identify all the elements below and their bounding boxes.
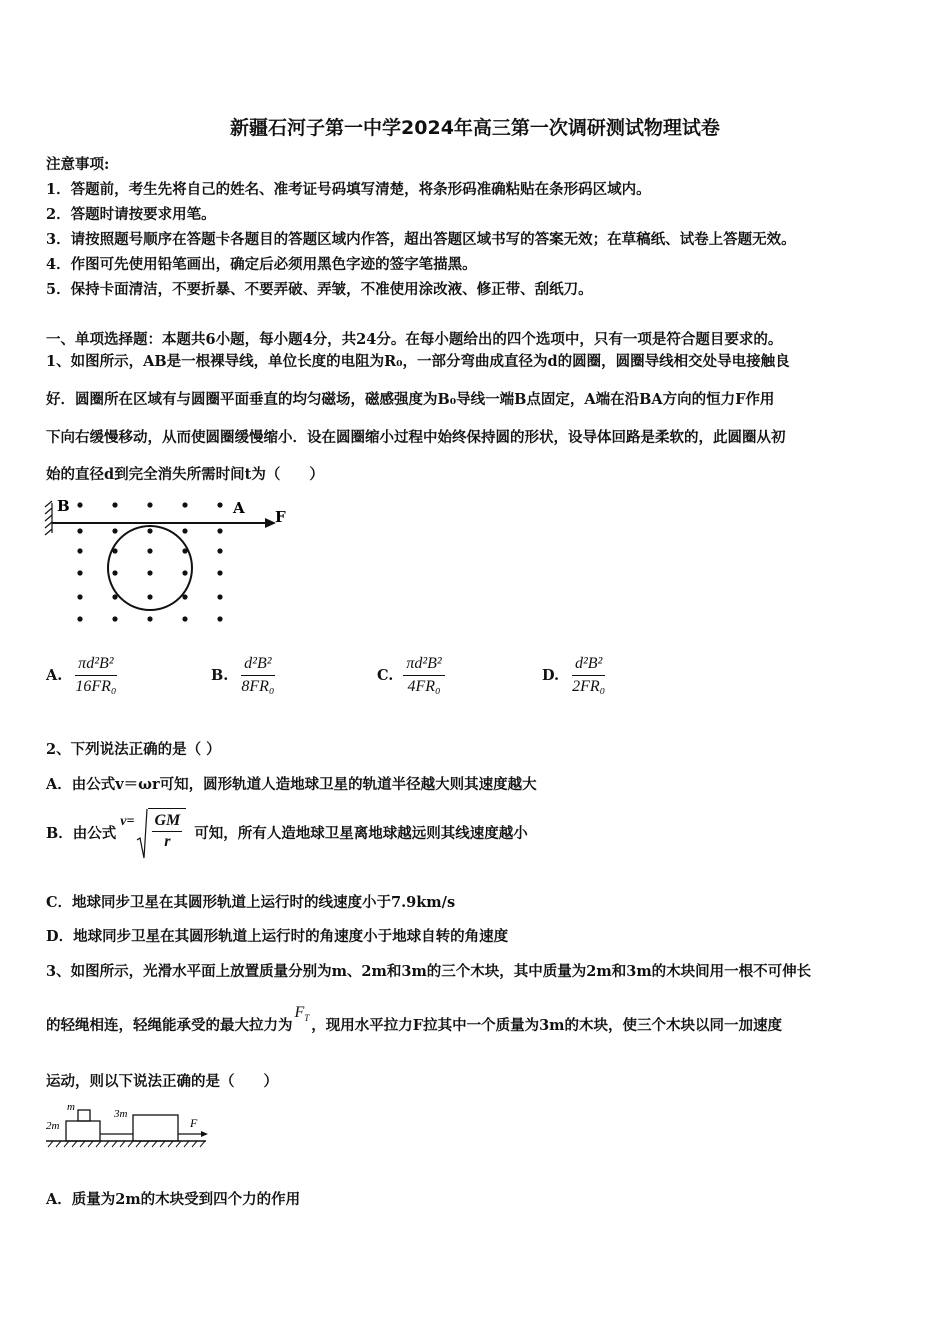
q1-option-b[interactable] [211,655,277,696]
q1-stem-line: 好．圆圈所在区域有与圆圈平面垂直的均匀磁场，磁感强度为B₀导线一端B点固定，A端在沿BA方向的恒力F作用 [46,391,775,408]
sqrt-icon [136,808,148,860]
q1-stem-line: 1、如图所示，AB是一根裸导线，单位长度的电阻为R₀，一部分弯曲成直径为d的圆圈，圆圈导线相交处导电接触良 [46,353,790,370]
formula-ft: $F_T$ [294,1004,310,1024]
q2-option-b[interactable] [46,808,528,860]
sqrt-formula: GM r [136,808,186,860]
block-3m [133,1115,178,1141]
notice-item: 5．保持卡面清洁，不要折暴、不要弄破、弄皱，不准使用涂改液、修正带、刮纸刀。 [46,281,593,298]
label-m: m [67,1101,75,1113]
force-arrow-head [201,1131,208,1137]
label-2m: 2m [46,1120,60,1132]
option-label: A. [46,667,63,684]
q1-stem-line: 始的直径d到完全消失所需时间t为（ ） [46,466,324,483]
q2-option-a[interactable]: A．由公式v＝ωr可知，圆形轨道人造地球卫星的轨道半径越大则其速度越大 [46,776,537,793]
option-formula: $\frac{\text{πd²B²}}{\text{16FR₀}}$ [75,655,117,695]
q3-blocks-figure [44,1100,214,1155]
label-3m: 3m [114,1108,128,1120]
option-formula: $\frac{\text{πd²B²}}{\text{4FR₀}}$ [403,655,444,696]
notice-heading: 注意事项: [46,156,110,173]
q2-option-d[interactable]: D．地球同步卫星在其圆形轨道上运行时的角速度小于地球自转的角速度 [46,928,509,945]
label-f: F [275,508,286,526]
option-formula: $\frac{\text{d²B²}}{\text{8FR₀}}$ [241,655,275,695]
q1-stem-line: 下向右缓慢移动，从而使圆圈缓慢缩小．设在圆圈缩小过程中始终保持圆的形状，设导体回路是柔软的，此圆圈从初 [46,429,786,446]
label-a: A [233,499,245,517]
notice-item: 4．作图可先使用铅笔画出，确定后必须用黑色字迹的签字笔描黑。 [46,256,477,273]
q3-stem-line: 的轻绳相连，轻绳能承受的最大拉力为 $F_T$ ，现用水平拉力F拉其中一个质量为3m的木块，使三个木块以同一加速度 [46,1004,783,1034]
option-label: C. [377,667,394,684]
notice-item: 3．请按照题号顺序在答题卡各题目的答题区域内作答，超出答题区域书写的答案无效；在草稿纸、试卷上答题无效。 [46,231,796,248]
q1-option-d[interactable] [542,655,608,696]
page-title: 新疆石河子第一中学2024年高三第一次调研测试物理试卷 [230,117,720,139]
label-f: F [190,1116,198,1130]
section-heading: 一、单项选择题：本题共6小题，每小题4分，共24分。在每小题给出的四个选项中，只有一项是符合题目要求的。 [46,331,783,348]
q2-stem: 2、下列说法正确的是（ ） [46,741,221,758]
ground-hatching [48,1141,205,1147]
q3-stem-line: 运动，则以下说法正确的是（ ） [46,1073,278,1090]
block-m [78,1110,90,1121]
label-b: B [57,497,70,515]
notice-item: 1．答题前，考生先将自己的姓名、准考证号码填写清楚，将条形码准确粘贴在条形码区域内。 [46,181,651,198]
q1-option-a[interactable] [46,655,119,696]
option-label: D. [542,667,560,684]
option-b-suffix: 可知，所有人造地球卫星离地球越远则其线速度越小 [194,825,528,842]
q3-stem-line: 3、如图所示，光滑水平面上放置质量分别为m、2m和3m的三个木块，其中质量为2m和3m的木块间用一根不可伸长 [46,963,812,980]
notice-item: 2．答题时请按要求用笔。 [46,206,216,223]
option-label: B. [211,667,229,684]
block-2m [66,1121,100,1141]
option-formula: $\frac{\text{d²B²}}{\text{2FR₀}}$ [572,655,606,695]
field-dots [77,502,222,621]
q1-magnetic-field-figure [40,493,290,633]
formula-v: v= [120,814,135,829]
q3-option-a[interactable]: A．质量为2m的木块受到四个力的作用 [46,1191,301,1208]
wall-hatching [45,501,52,535]
q2-option-c[interactable]: C．地球同步卫星在其圆形轨道上运行时的线速度小于7.9km/s [46,894,456,911]
option-b-prefix: B．由公式 [46,825,117,842]
q1-option-c[interactable] [377,655,445,696]
